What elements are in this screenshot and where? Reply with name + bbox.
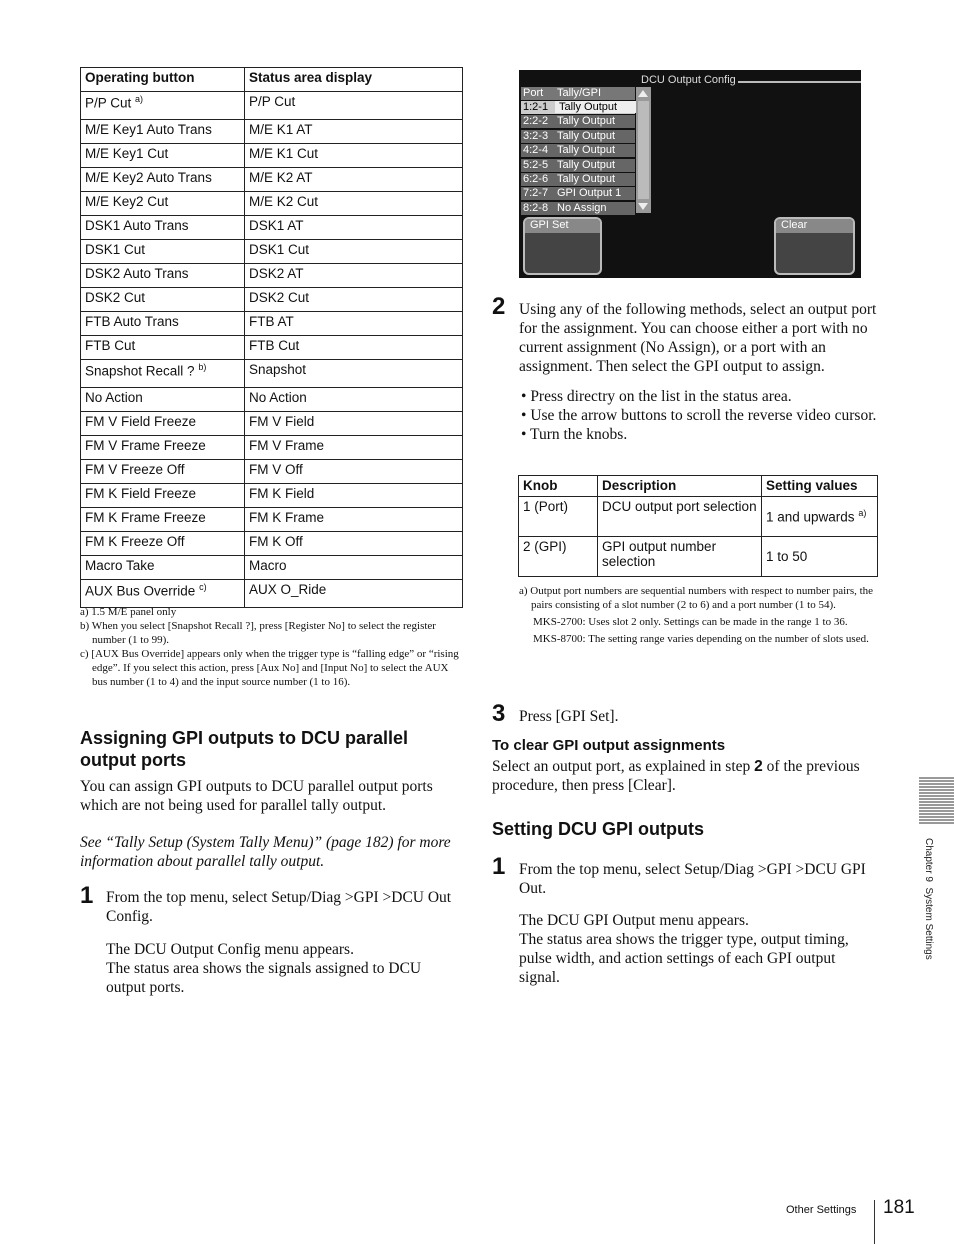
scroll-up-arrow-icon[interactable] [638, 90, 648, 97]
operating-button-cell: FTB Auto Trans [81, 312, 245, 336]
screen-list-item[interactable]: 2:2-2 Tally Output [521, 115, 635, 128]
status-display-cell: Macro [245, 556, 463, 580]
table-row [81, 412, 463, 436]
status-display-cell: No Action [245, 388, 463, 412]
setting-value-cell: 1 and upwards $^{a)}$ [762, 497, 878, 537]
status-display-cell: DSK1 AT [245, 216, 463, 240]
status-display-cell: DSK2 Cut [245, 288, 463, 312]
table-row [81, 216, 463, 240]
status-display-cell: M/E K1 AT [245, 120, 463, 144]
step-result [106, 940, 463, 997]
setting-value-cell: 1 to 50 [762, 537, 878, 577]
screen-list-item[interactable]: 3:2-3 Tally Output [521, 130, 635, 143]
clear-label: Clear [776, 219, 853, 233]
step-number: 2 [492, 293, 506, 320]
operating-button-cell: M/E Key2 Auto Trans [81, 168, 245, 192]
status-display-cell: Snapshot [245, 360, 463, 388]
method-list [521, 387, 878, 444]
table-row [81, 92, 463, 120]
status-display-cell: AUX O_Ride [245, 580, 463, 608]
status-display-cell: FTB AT [245, 312, 463, 336]
step-result [519, 911, 877, 987]
screen-title: DCU Output Config [641, 74, 736, 86]
footnote: a) 1.5 M/E panel only [80, 606, 177, 618]
screen-list-header [521, 87, 635, 100]
operating-button-cell: FTB Cut [81, 336, 245, 360]
table-row [81, 388, 463, 412]
operating-button-cell: FM V Frame Freeze [81, 436, 245, 460]
status-display-cell: M/E K2 Cut [245, 192, 463, 216]
description-cell: DCU output port selection [598, 497, 762, 537]
status-display-cell: FTB Cut [245, 336, 463, 360]
step-number: 1 [80, 882, 94, 909]
status-display-cell: FM V Frame [245, 436, 463, 460]
table-row [81, 120, 463, 144]
dcu-output-config-screen [519, 70, 861, 278]
footnote: MKS-2700: Uses slot 2 only. Settings can be made in the range 1 to 36. [533, 616, 848, 628]
operating-button-cell: FM V Field Freeze [81, 412, 245, 436]
operating-button-cell: M/E Key1 Cut [81, 144, 245, 168]
scroll-down-arrow-icon[interactable] [638, 203, 648, 210]
table-row [81, 288, 463, 312]
step-text: From the top menu, select Setup/Diag >GPI >DCU GPI Out. [519, 861, 866, 897]
step-text: Using any of the following methods, select an output port for the assignment. You can choose either a port with no current assignment (No Assign), or a port with an assignment. Then select the GPI output to assign. [519, 301, 877, 375]
footnote: MKS-8700: The setting range varies depending on the number of slots used. [533, 633, 869, 645]
status-display-cell: DSK1 Cut [245, 240, 463, 264]
footer-divider [874, 1200, 875, 1244]
list-item: • Press directry on the list in the status area. [521, 388, 792, 405]
status-display-cell: M/E K2 AT [245, 168, 463, 192]
status-display-cell: FM K Off [245, 532, 463, 556]
table-row [81, 192, 463, 216]
table-row [81, 508, 463, 532]
table-row [81, 532, 463, 556]
chapter-label: Chapter 9 [923, 838, 934, 882]
knob-table [518, 475, 878, 577]
operating-button-cell: AUX Bus Override $^{c)}$ [81, 580, 245, 608]
table-header: Status area display [245, 68, 463, 92]
operating-button-cell: Macro Take [81, 556, 245, 580]
operating-button-cell: M/E Key1 Auto Trans [81, 120, 245, 144]
tab-stripes-icon [919, 777, 954, 825]
table-row [81, 240, 463, 264]
table-row [81, 360, 463, 388]
table-row [81, 336, 463, 360]
screen-list-item[interactable]: 7:2-7 GPI Output 1 [521, 187, 635, 200]
step-number: 3 [492, 700, 506, 727]
chapter-tab-marker [919, 777, 954, 825]
operating-button-cell: Snapshot Recall ? $^{b)}$ [81, 360, 245, 388]
screen-list-item[interactable]: 5:2-5 Tally Output [521, 159, 635, 172]
chapter-title: System Settings [923, 887, 934, 960]
footnote: c) [AUX Bus Override] appears only when the trigger type is “falling edge” or “rising edge”. If you select this action, press [Aux No] and [Input No] to select the AUX bus number (1 to 4) and the input source number (1 to 16). [80, 648, 459, 688]
operating-button-cell: DSK2 Cut [81, 288, 245, 312]
col-tally: Tally/GPI [557, 87, 602, 99]
clear-instructions: Select an output port, as explained in step 2 of the previous procedure, then press [Clear]. [492, 758, 860, 794]
list-item: • Turn the knobs. [521, 426, 628, 443]
table-row [81, 556, 463, 580]
operating-button-cell: DSK2 Auto Trans [81, 264, 245, 288]
section-intro: You can assign GPI outputs to DCU parallel output ports which are not being used for parallel tally output. [80, 778, 433, 814]
col-port: Port [523, 87, 544, 99]
footer-section: Other Settings [786, 1204, 857, 1216]
screen-list-item[interactable]: 8:2-8 No Assign [521, 202, 635, 215]
table-row [81, 460, 463, 484]
footnotes-left [80, 605, 463, 689]
description-cell: GPI output number selection [598, 537, 762, 577]
table-row [81, 580, 463, 608]
operating-button-cell: FM K Freeze Off [81, 532, 245, 556]
operating-button-table [80, 67, 463, 608]
subheading: To clear GPI output assignments [492, 737, 726, 754]
knob-cell: 2 (GPI) [519, 537, 598, 577]
status-display-cell: FM K Frame [245, 508, 463, 532]
screen-list-item[interactable]: 6:2-6 Tally Output [521, 173, 635, 186]
footnotes-right [519, 584, 877, 646]
table-row [81, 312, 463, 336]
operating-button-cell: FM K Frame Freeze [81, 508, 245, 532]
table-row [81, 264, 463, 288]
section-heading: Setting DCU GPI outputs [492, 819, 704, 839]
screen-title-bar [519, 76, 861, 86]
status-display-cell: FM V Off [245, 460, 463, 484]
status-display-cell: M/E K1 Cut [245, 144, 463, 168]
table-row [81, 144, 463, 168]
clear-button[interactable] [774, 217, 855, 275]
table-row [81, 168, 463, 192]
section-heading: Assigning GPI outputs to DCU parallel output ports [80, 728, 409, 770]
operating-button-cell: No Action [81, 388, 245, 412]
operating-button-cell: DSK1 Cut [81, 240, 245, 264]
side-tab-text [920, 838, 934, 988]
footnote: b) When you select [Snapshot Recall ?], press [Register No] to select the register number (1 to 99). [80, 620, 436, 646]
table-row [81, 436, 463, 460]
see-also-note: See “Tally Setup (System Tally Menu)” (page 182) for more information about parallel tally output. [80, 834, 451, 870]
screen-list-item[interactable]: 1:2-1 Tally Output [521, 101, 635, 114]
table-header: Operating button [81, 68, 245, 92]
step-result-line: The DCU GPI Output menu appears. [519, 912, 749, 929]
gpi-set-button[interactable] [523, 217, 602, 275]
status-display-cell: FM V Field [245, 412, 463, 436]
table-row [81, 484, 463, 508]
step-result-line: The DCU Output Config menu appears. [106, 941, 354, 958]
list-item: • Use the arrow buttons to scroll the reverse video cursor. [521, 407, 877, 424]
page-number: 181 [883, 1197, 915, 1218]
operating-button-cell: FM K Field Freeze [81, 484, 245, 508]
gpi-set-label: GPI Set [525, 219, 600, 233]
status-display-cell: P/P Cut [245, 92, 463, 120]
step-result-line: The status area shows the trigger type, output timing, pulse width, and action settings of each GPI output signal. [519, 931, 849, 986]
table-header: Setting values [762, 476, 878, 497]
footnote: a) Output port numbers are sequential numbers with respect to number pairs, the pairs consisting of a slot number (2 to 6) and a port number (1 to 54). [519, 585, 874, 611]
table-row [519, 537, 878, 577]
screen-list-item[interactable]: 4:2-4 Tally Output [521, 144, 635, 157]
table-row [519, 497, 878, 537]
operating-button-cell: P/P Cut $^{a)}$ [81, 92, 245, 120]
operating-button-cell: FM V Freeze Off [81, 460, 245, 484]
step-text: From the top menu, select Setup/Diag >GPI >DCU Out Config. [106, 889, 452, 925]
table-header: Description [598, 476, 762, 497]
knob-cell: 1 (Port) [519, 497, 598, 537]
step-result-line: The status area shows the signals assigned to DCU output ports. [106, 960, 422, 996]
screen-scrollbar[interactable] [636, 87, 651, 213]
status-display-cell: FM K Field [245, 484, 463, 508]
step-text: Press [GPI Set]. [519, 708, 619, 725]
table-header: Knob [519, 476, 598, 497]
operating-button-cell: M/E Key2 Cut [81, 192, 245, 216]
status-display-cell: DSK2 AT [245, 264, 463, 288]
step-number: 1 [492, 853, 506, 880]
operating-button-cell: DSK1 Auto Trans [81, 216, 245, 240]
